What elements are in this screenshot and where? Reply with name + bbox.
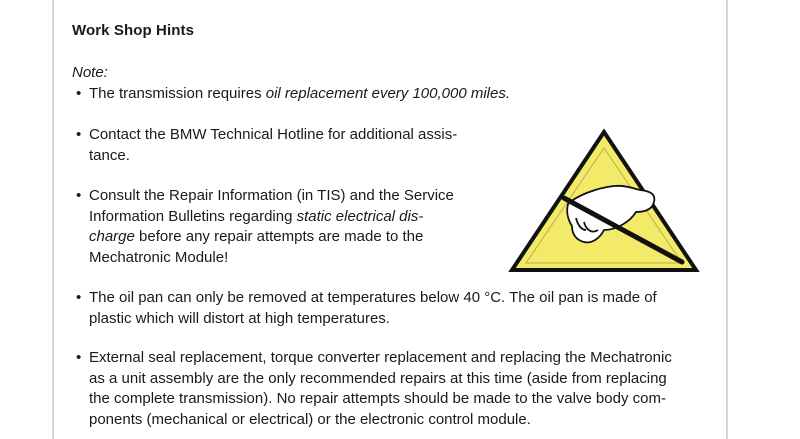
bullet-text	[89, 348, 672, 430]
bullet-line	[89, 369, 672, 390]
bullet-text-run: Consult the Repair Information (in TIS) and the Service	[89, 187, 454, 204]
bullet-text-run: before any repair attempts are made to the	[134, 228, 424, 246]
bullet-line	[89, 389, 672, 410]
bullet-text-run: as a unit assembly are the only recommended repairs at this time (aside from replacing	[89, 369, 667, 387]
bullet-line	[89, 348, 672, 369]
bullet-text-run: Mechatronic Module!	[89, 248, 229, 266]
section-heading: Work Shop Hints	[72, 22, 195, 39]
bullet-line	[89, 186, 454, 207]
bullet-line	[89, 125, 457, 146]
bullet-dot-icon: •	[76, 126, 82, 143]
bullet-dot-icon: •	[76, 289, 82, 306]
bullet-line	[89, 84, 510, 105]
bullet-item-oil-replacement	[76, 84, 510, 105]
emphasized-text: charge	[89, 228, 135, 246]
bullet-text-run: plastic which will distort at high temperatures.	[89, 309, 390, 327]
bullet-text	[89, 186, 454, 268]
bullet-line	[89, 410, 672, 431]
bullet-text-run: tance.	[89, 146, 130, 164]
bullet-dot-icon: •	[76, 85, 82, 102]
bullet-text-run: The oil pan can only be removed at temperatures below 40 °C. The oil pan is made of	[89, 289, 657, 306]
bullet-text-run: the complete transmission). No repair attempts should be made to the valve body com-	[89, 390, 666, 408]
bullet-dot-icon: •	[76, 349, 82, 366]
bullet-text-run: Contact the BMW Technical Hotline for additional assis-	[89, 126, 458, 143]
bullet-item-static-discharge	[76, 186, 454, 268]
bullet-text	[89, 84, 510, 105]
bullet-text-run: Information Bulletins regarding	[89, 207, 297, 225]
emphasized-text: oil replacement every 100,000 miles.	[265, 85, 511, 102]
bullet-text-run: External seal replacement, torque converter replacement and replacing the Mechatronic	[89, 349, 672, 366]
bullet-line	[89, 146, 457, 167]
bullet-line	[89, 248, 454, 269]
esd-warning-icon	[506, 126, 702, 276]
bullet-item-oil-pan	[76, 288, 657, 329]
bullet-item-recommended-repairs	[76, 348, 672, 430]
bullet-text	[89, 125, 457, 166]
bullet-line	[89, 288, 657, 309]
note-label: Note:	[72, 64, 108, 81]
bullet-text-run: The transmission requires	[89, 85, 266, 102]
bullet-dot-icon: •	[76, 187, 82, 204]
bullet-line	[89, 309, 657, 330]
bullet-line	[89, 207, 454, 228]
bullet-text-run: ponents (mechanical or electrical) or the electronic control module.	[89, 410, 531, 428]
bullet-line	[89, 227, 454, 248]
bullet-item-hotline	[76, 125, 457, 166]
bullet-text	[89, 288, 657, 329]
emphasized-text: static electrical dis-	[296, 207, 424, 225]
